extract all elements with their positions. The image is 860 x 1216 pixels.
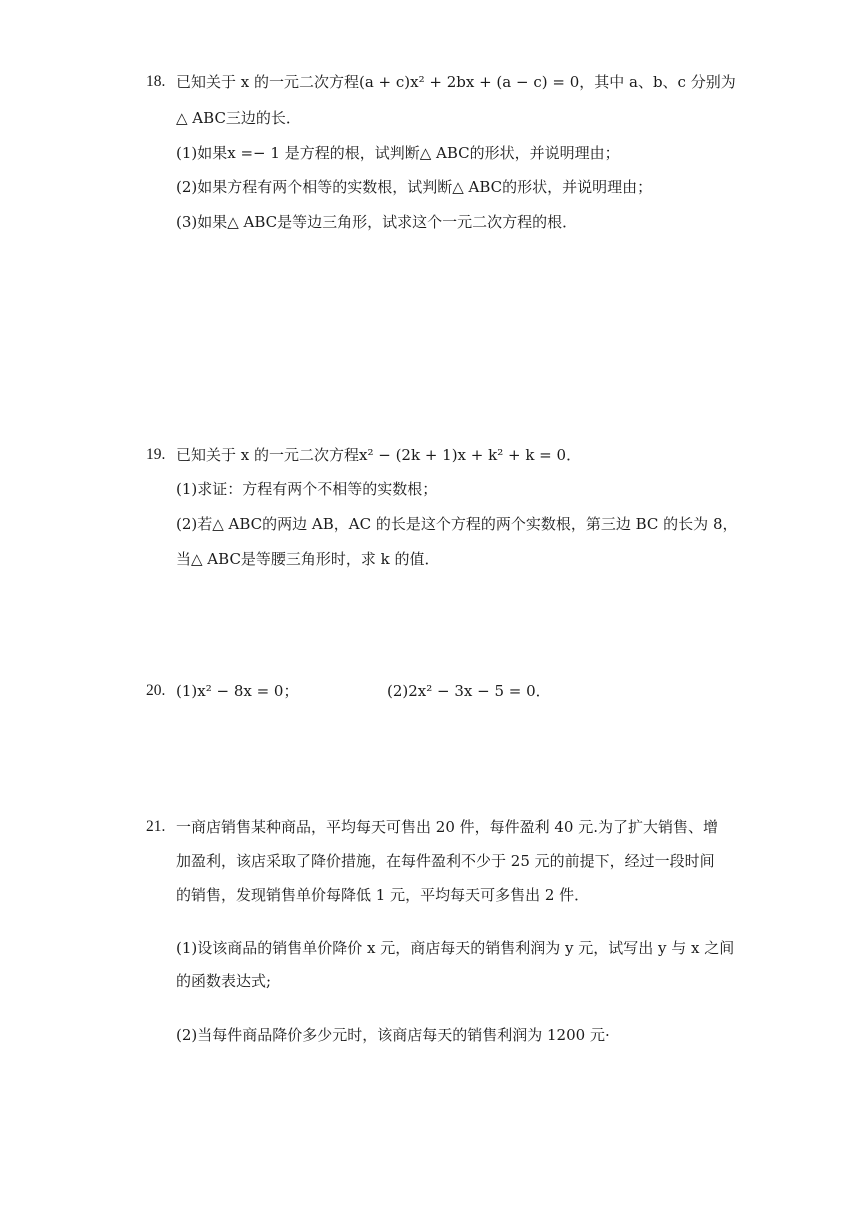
question-21-number: 21.	[146, 818, 166, 835]
question-21-stem-line3: 的销售，发现销售单价每降低 1 元，平均每天可多售出 2 件．	[176, 886, 590, 904]
question-18-part2: (2)如果方程有两个相等的实数根，试判断△ ABC的形状，并说明理由；	[176, 178, 653, 196]
question-19-part2-line1: (2)若△ ABC的两边 AB，AC 的长是这个方程的两个实数根，第三边 BC 的长为 8，	[176, 515, 738, 533]
question-18-stem-line2: △ ABC三边的长．	[176, 109, 301, 127]
question-18-number: 18.	[146, 73, 166, 90]
question-18-part3: (3)如果△ ABC是等边三角形，试求这个一元二次方程的根．	[176, 213, 578, 231]
question-19-number: 19.	[146, 446, 166, 463]
question-18-part1: (1)如果x =− 1 是方程的根，试判断△ ABC的形状，并说明理由；	[176, 144, 620, 162]
question-21-stem-line1: 一商店销售某种商品，平均每天可售出 20 件，每件盈利 40 元.为了扩大销售、增	[176, 818, 719, 836]
question-21-part1-line1: (1)设该商品的销售单价降价 x 元，商店每天的销售利润为 y 元，试写出 y 与 x 之间	[176, 939, 735, 957]
question-19-part2-line2: 当△ ABC是等腰三角形时，求 k 的值．	[176, 550, 440, 568]
question-21-stem-line2: 加盈利，该店采取了降价措施，在每件盈利不少于 25 元的前提下，经过一段时间	[176, 852, 715, 870]
question-19-stem: 已知关于 x 的一元二次方程x² − (2k + 1)x + k² + k = 0．	[176, 446, 582, 464]
question-20-number: 20.	[146, 682, 166, 699]
question-20-equation-1: (1)x² − 8x = 0；	[176, 682, 299, 700]
question-19-part1: (1)求证：方程有两个不相等的实数根；	[176, 480, 438, 498]
question-20-equation-2: (2)2x² − 3x − 5 = 0．	[387, 682, 551, 700]
question-21-part1-line2: 的函数表达式;	[176, 972, 272, 990]
question-18-stem-line1: 已知关于 x 的一元二次方程(a + c)x² + 2bx + (a − c) = 0，其中 a、b、c 分别为	[176, 73, 736, 91]
question-21-part2: (2)当每件商品降价多少元时，该商店每天的销售利润为 1200 元·	[176, 1026, 610, 1044]
